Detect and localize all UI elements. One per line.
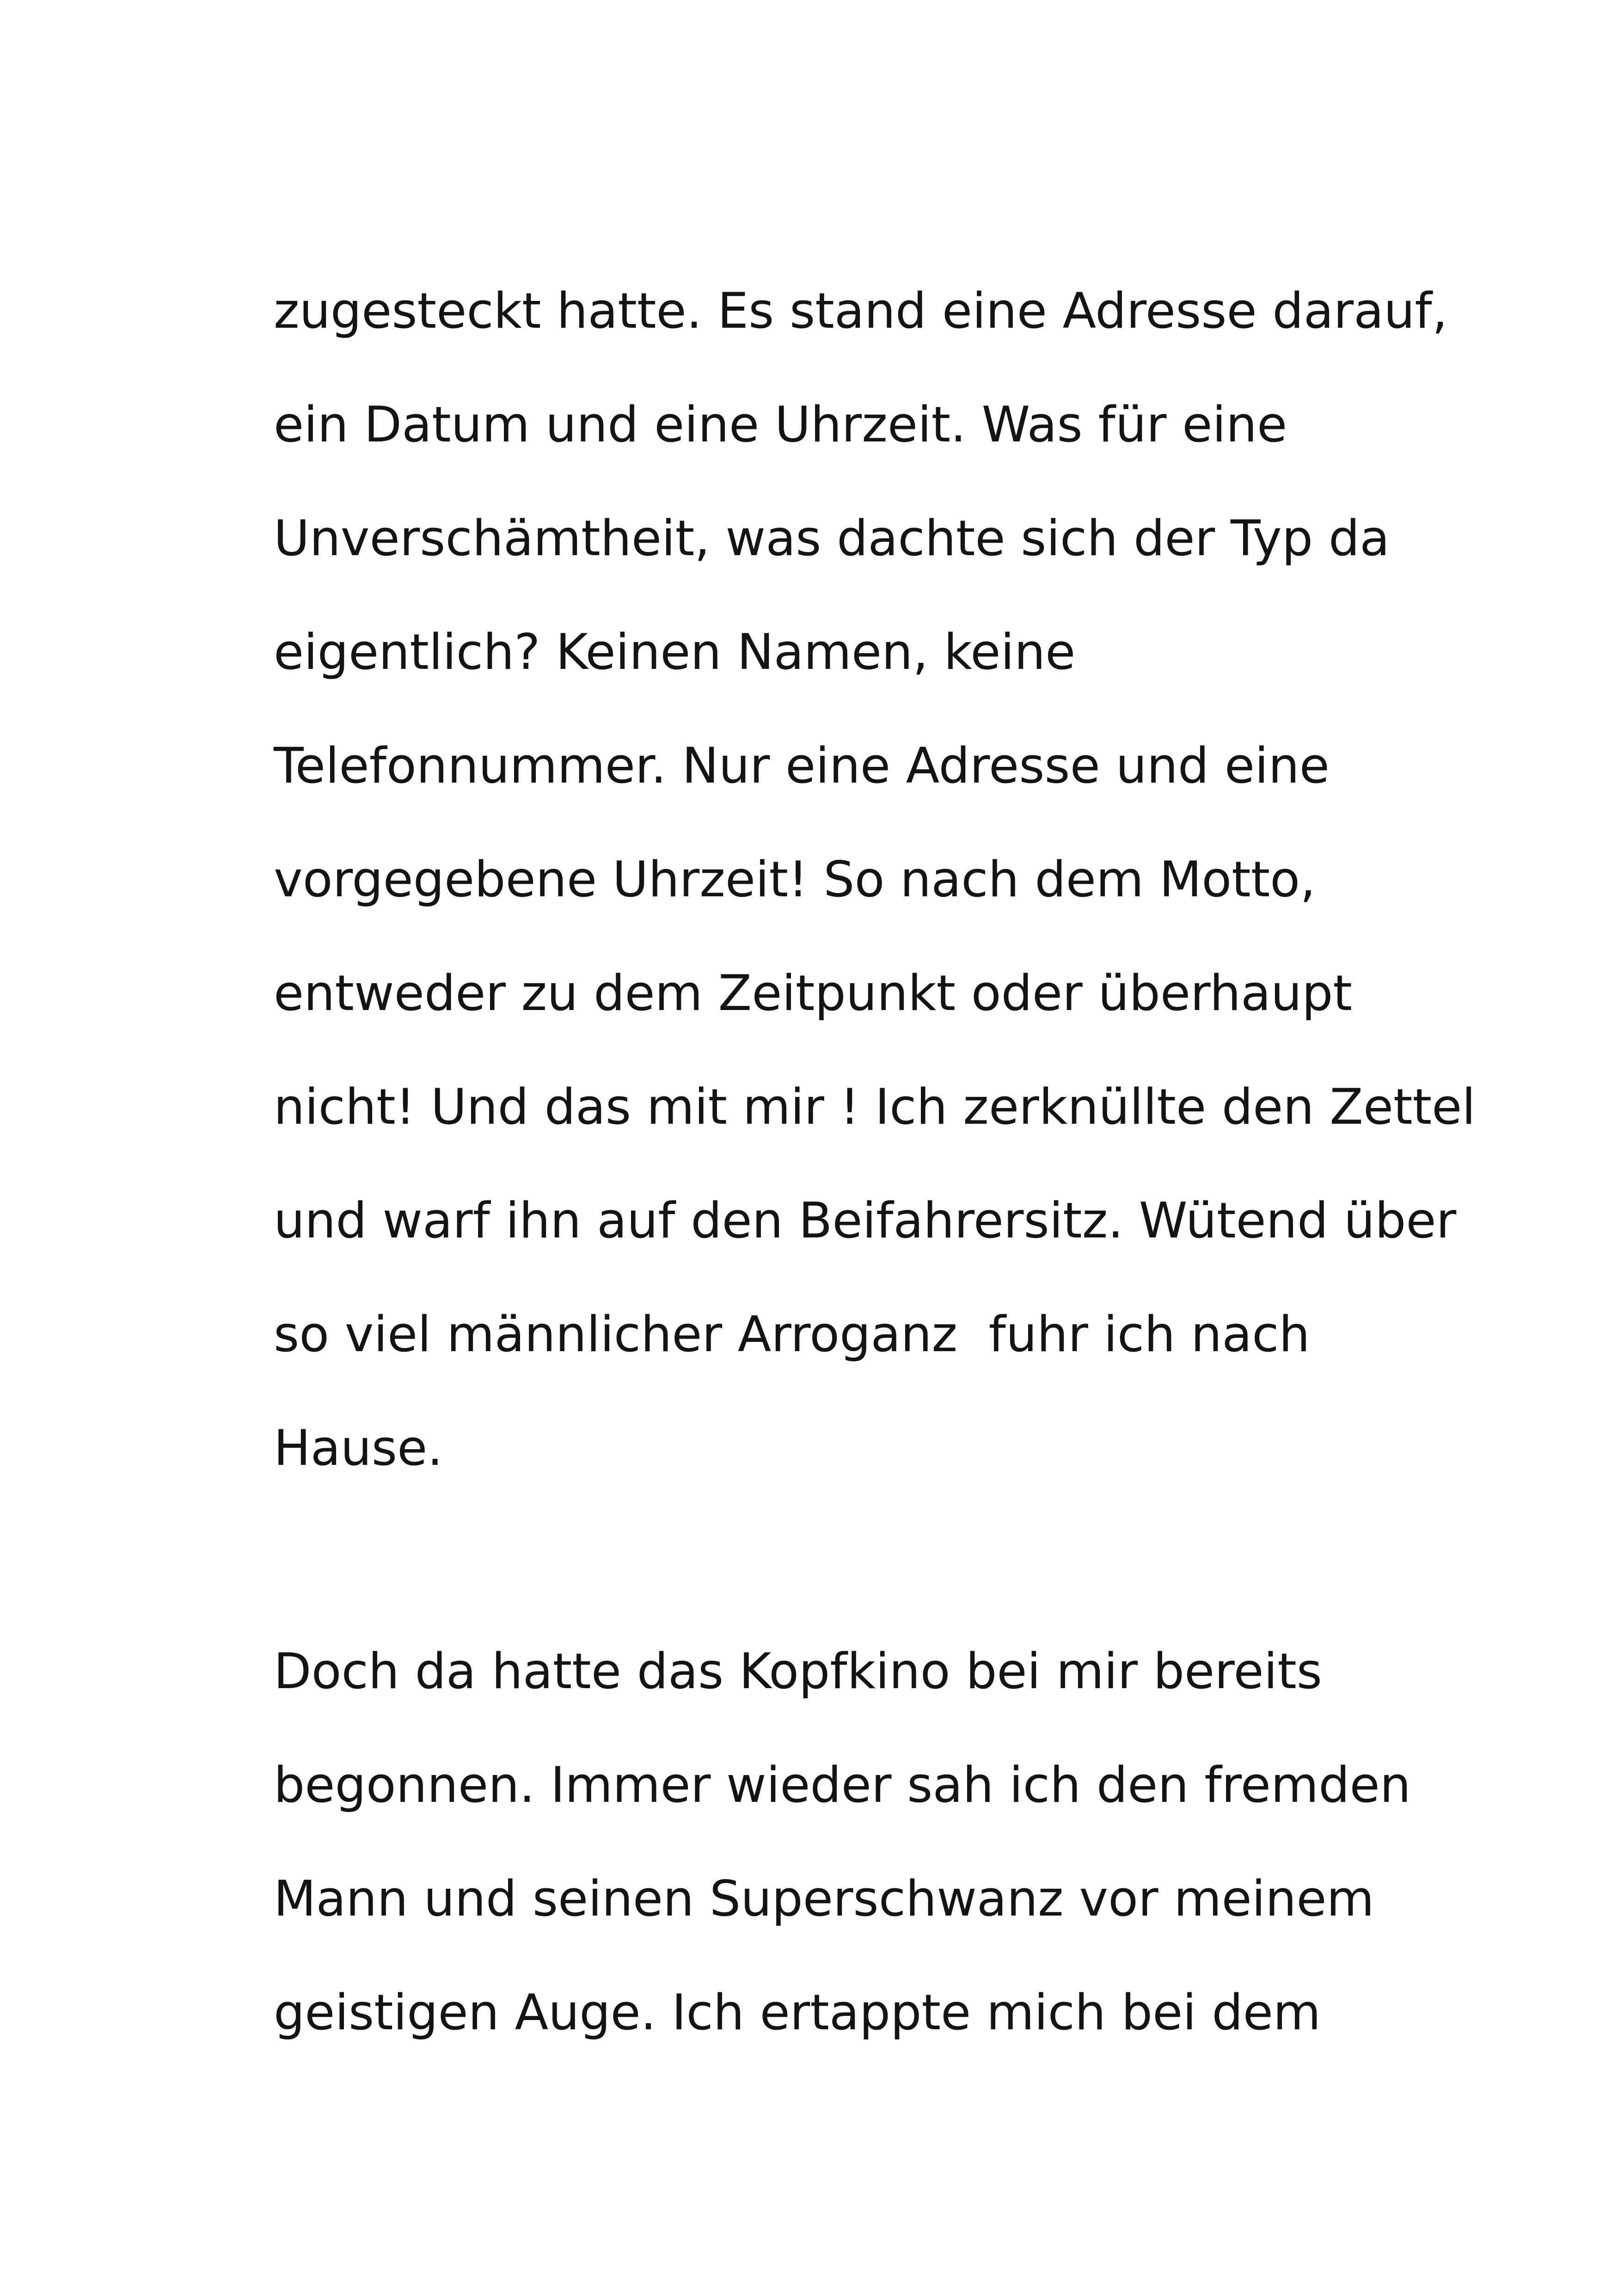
text-line: Telefonnummer. Nur eine Adresse und eine <box>274 737 1330 794</box>
paragraph-2 <box>274 1615 1522 2069</box>
paragraph-1 <box>274 254 1522 1505</box>
text-line: vorgegebene Uhrzeit! So nach dem Motto, <box>274 851 1316 908</box>
text-line: und warf ihn auf den Beifahrersitz. Wütend über <box>274 1192 1457 1249</box>
text-line: begonnen. Immer wieder sah ich den fremden <box>274 1757 1411 1813</box>
text-line: ein Datum und eine Uhrzeit. Was für eine <box>274 396 1287 453</box>
text-line: zugesteckt hatte. Es stand eine Adresse darauf, <box>274 282 1448 339</box>
text-line: Unverschämtheit, was dachte sich der Typ da <box>274 510 1390 567</box>
text-line: nicht! Und das mit mir ! Ich zerknüllte den Zettel <box>274 1078 1476 1135</box>
text-line: so viel männlicher Arroganz fuhr ich nach <box>274 1306 1310 1363</box>
text-line: Hause. <box>274 1420 443 1476</box>
text-line: eigentlich? Keinen Namen, keine <box>274 624 1076 680</box>
text-line: entweder zu dem Zeitpunkt oder überhaupt <box>274 965 1352 1022</box>
text-line: geistigen Auge. Ich ertappte mich bei dem <box>274 1984 1321 2041</box>
text-line: Doch da hatte das Kopfkino bei mir bereits <box>274 1643 1322 1700</box>
text-line: Mann und seinen Superschwanz vor meinem <box>274 1870 1374 1927</box>
